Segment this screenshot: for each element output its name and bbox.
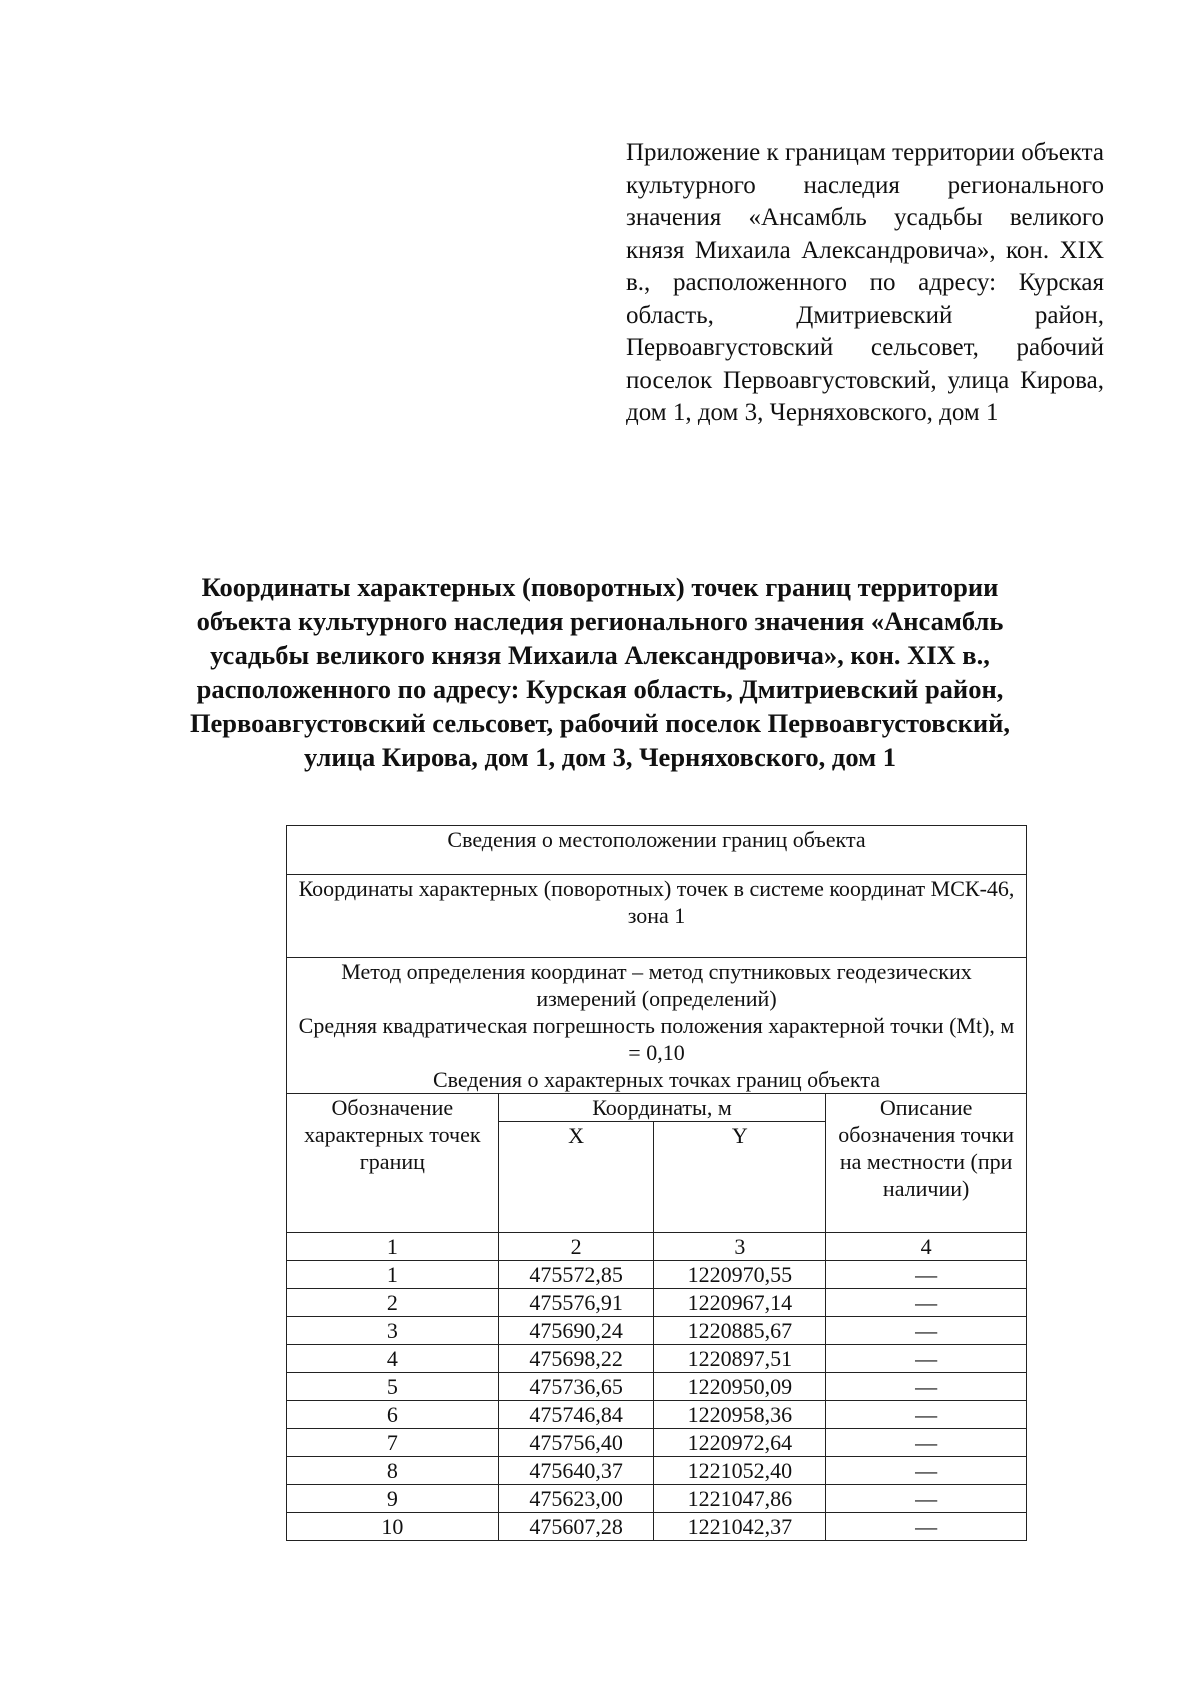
table-row	[287, 1457, 1027, 1485]
table-row	[287, 1429, 1027, 1457]
column-number: 4	[826, 1233, 1027, 1261]
table-row	[287, 1345, 1027, 1373]
x-cell: 475572,85	[498, 1261, 654, 1289]
column-number-row	[287, 1233, 1027, 1261]
x-cell: 475607,28	[498, 1513, 654, 1541]
coordinates-table	[286, 825, 1027, 1541]
title-line: улица Кирова, дом 1, дом 3, Черняховского, дом 1	[303, 742, 897, 772]
description-cell: —	[826, 1345, 1027, 1373]
y-cell: 1220958,36	[654, 1401, 826, 1429]
column-number: 1	[287, 1233, 499, 1261]
description-cell: —	[826, 1513, 1027, 1541]
x-cell: 475640,37	[498, 1457, 654, 1485]
point-id-cell: 7	[287, 1429, 499, 1457]
table-row	[287, 1289, 1027, 1317]
point-id-cell: 3	[287, 1317, 499, 1345]
y-cell: 1220972,64	[654, 1429, 826, 1457]
description-cell: —	[826, 1457, 1027, 1485]
document-title	[150, 570, 1050, 774]
points-info-text: Сведения о характерных точках границ объекта	[433, 1067, 880, 1092]
column-number: 2	[498, 1233, 654, 1261]
description-cell: —	[826, 1485, 1027, 1513]
y-cell: 1220967,14	[654, 1289, 826, 1317]
x-header: X	[498, 1122, 654, 1233]
x-cell: 475623,00	[498, 1485, 654, 1513]
y-cell: 1220885,67	[654, 1317, 826, 1345]
table-section-row	[287, 958, 1027, 1094]
y-cell: 1220970,55	[654, 1261, 826, 1289]
table-section-row	[287, 826, 1027, 875]
x-cell: 475746,84	[498, 1401, 654, 1429]
description-cell: —	[826, 1317, 1027, 1345]
description-cell: —	[826, 1373, 1027, 1401]
point-id-cell: 1	[287, 1261, 499, 1289]
point-id-cell: 2	[287, 1289, 499, 1317]
title-line: усадьбы великого князя Михаила Александровича», кон. XIX в.,	[210, 640, 990, 670]
y-cell: 1221047,86	[654, 1485, 826, 1513]
designation-header: Обозначение характерных точек границ	[287, 1094, 499, 1233]
y-header: Y	[654, 1122, 826, 1233]
table-header-row	[287, 1094, 1027, 1122]
coordinates-header: Координаты, м	[498, 1094, 826, 1122]
y-cell: 1220950,09	[654, 1373, 826, 1401]
x-cell: 475698,22	[498, 1345, 654, 1373]
point-id-cell: 4	[287, 1345, 499, 1373]
description-cell: —	[826, 1429, 1027, 1457]
description-cell: —	[826, 1401, 1027, 1429]
table-row	[287, 1317, 1027, 1345]
point-id-cell: 9	[287, 1485, 499, 1513]
table-section-row	[287, 875, 1027, 958]
point-id-cell: 6	[287, 1401, 499, 1429]
y-cell: 1220897,51	[654, 1345, 826, 1373]
y-cell: 1221052,40	[654, 1457, 826, 1485]
title-line: объекта культурного наследия регионального значения «Ансамбль	[196, 606, 1004, 636]
table-row	[287, 1261, 1027, 1289]
point-id-cell: 5	[287, 1373, 499, 1401]
table-row	[287, 1513, 1027, 1541]
appendix-note: Приложение к границам территории объекта культурного наследия регионального значения «Ансамбль усадьбы великого князя Михаила Александровича», кон. XIX в., расположенного по адресу: Курская область, Дмитриевский район, Первоавгустовский сельсовет, рабочий поселок Первоавгустовский, улица Кирова, дом 1, дом 3, Черняховского, дом 1	[626, 139, 1104, 426]
description-cell: —	[826, 1289, 1027, 1317]
x-cell: 475576,91	[498, 1289, 654, 1317]
accuracy-text: Средняя квадратическая погрешность положения характерной точки (Mt), м = 0,10	[298, 1013, 1015, 1065]
description-cell: —	[826, 1261, 1027, 1289]
x-cell: 475756,40	[498, 1429, 654, 1457]
table-row	[287, 1373, 1027, 1401]
method-text: Метод определения координат – метод спутниковых геодезических измерений (определений)	[341, 959, 972, 1011]
description-header: Описание обозначения точки на местности (при наличии)	[826, 1094, 1027, 1233]
y-cell: 1221042,37	[654, 1513, 826, 1541]
coordinate-system-heading: Координаты характерных (поворотных) точек в системе координат МСК-46, зона 1	[287, 875, 1027, 958]
column-number: 3	[654, 1233, 826, 1261]
table-row	[287, 1485, 1027, 1513]
point-id-cell: 8	[287, 1457, 499, 1485]
title-line: Координаты характерных (поворотных) точек границ территории	[201, 572, 999, 602]
x-cell: 475690,24	[498, 1317, 654, 1345]
table-row	[287, 1401, 1027, 1429]
method-info-cell	[287, 958, 1027, 1094]
title-line: расположенного по адресу: Курская область, Дмитриевский район,	[196, 674, 1004, 704]
location-info-heading: Сведения о местоположении границ объекта	[287, 826, 1027, 875]
title-line: Первоавгустовский сельсовет, рабочий поселок Первоавгустовский,	[189, 708, 1011, 738]
point-id-cell: 10	[287, 1513, 499, 1541]
x-cell: 475736,65	[498, 1373, 654, 1401]
